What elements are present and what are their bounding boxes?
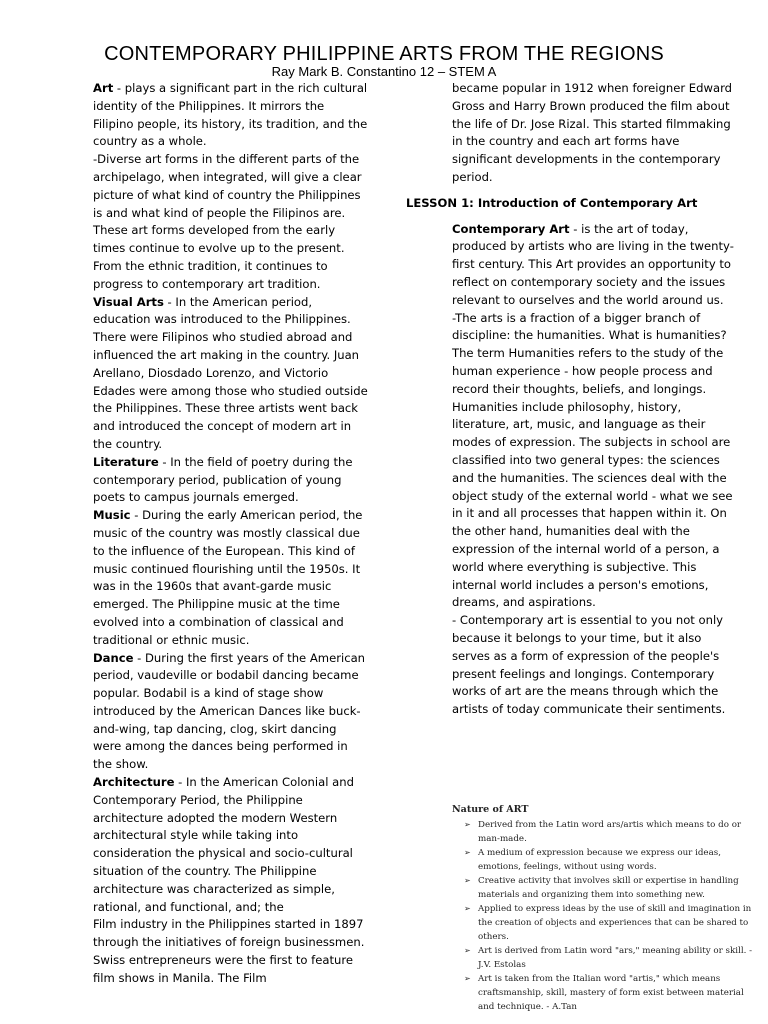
nature-of-art-box (452, 803, 762, 1014)
list-item-visual-arts (68, 294, 368, 454)
list-item-contemporary-art (404, 221, 734, 719)
item-text: - During the early American period, the music of the country was mostly classical due to the influence of the European. This kind of music continued flourishing until the 1950s. It was in the 1960s that avant-garde music emerged. The Philippine music at the time evolved into a combination of classical and traditional or ethnic music. (93, 508, 363, 647)
arrow-bullet-icon: ➢ (464, 946, 471, 955)
document-title: CONTEMPORARY PHILIPPINE ARTS FROM THE REGIONS (104, 43, 664, 65)
nature-item-text: Art is taken from the Italian word "artis," which means craftsmanship, skill, mastery of form exist between material and technique. - A.Tan (478, 974, 744, 1012)
arrow-bullet-icon: ➢ (464, 820, 471, 829)
list-item-film (68, 916, 368, 987)
nature-of-art-title: Nature of ART (452, 804, 529, 815)
film-continuation-text: became popular in 1912 when foreigner Edward Gross and Harry Brown produced the film about the life of Dr. Jose Rizal. This started filmmaking in the country and each art forms have significant developments in the contemporary period. (452, 81, 732, 184)
item-text: - In the American Colonial and Contemporary Period, the Philippine architecture adopted the modern Western architectural style while taking into consideration the physical and socio-cultural situation of the country. The Philippine architecture was characterized as simple, rational, and functional, and; the (93, 775, 354, 914)
nature-list-item (452, 818, 762, 846)
nature-list-item (452, 874, 762, 902)
list-item-music (68, 507, 368, 649)
list-item-art (68, 80, 368, 294)
nature-list-item (452, 902, 762, 944)
right-column (404, 80, 734, 719)
lesson-heading: LESSON 1: Introduction of Contemporary Art (406, 195, 698, 210)
term-label: Contemporary Art (452, 221, 570, 236)
term-label: Literature (93, 454, 159, 469)
nature-item-text: A medium of expression because we express our ideas, emotions, feelings, without using words. (478, 848, 721, 872)
nature-item-text: Derived from the Latin word ars/artis which means to do or man-made. (478, 820, 742, 844)
term-label: Art (93, 81, 114, 95)
list-item-dance (68, 650, 368, 775)
term-label: Dance (93, 650, 134, 665)
nature-list-item (452, 944, 762, 972)
list-item-literature (68, 454, 368, 507)
item-text: Film industry in the Philippines started in 1897 through the initiatives of foreign businessmen. Swiss entrepreneurs were the first to feature film shows in Manila. The Film (93, 917, 365, 985)
nature-list-item (452, 972, 762, 1014)
author-line: Ray Mark B. Constantino 12 – STEM A (271, 64, 497, 79)
term-label: Music (93, 508, 131, 523)
term-label: Architecture (93, 775, 175, 790)
item-text: - In the field of poetry during the contemporary period, publication of young poets to campus journals emerged. (93, 454, 353, 505)
arrow-bullet-icon: ➢ (464, 848, 471, 857)
term-label: Visual Arts (93, 294, 164, 309)
item-text: - plays a significant part in the rich cultural identity of the Philippines. It mirrors the Filipino people, its history, its tradition, and the country as a whole. (93, 81, 368, 149)
item-text: - In the American period, education was introduced to the Philippines. There were Filipinos who studied abroad and influenced the art making in the country. Juan Arellano, Diosdado Lorenzo, and Victorio Edades were among those who studied outside the Philippines. These three artists went back and introduced the concept of modern art in the country. (93, 294, 368, 451)
item-paragraph: - Contemporary art is essential to you not only because it belongs to your time, but it also serves as a form of expression of the people's present feelings and longings. Contemporary works of art are the means through which the artists of today communicate their sentiments. (452, 613, 726, 717)
arrow-bullet-icon: ➢ (464, 876, 471, 885)
nature-item-text: Creative activity that involves skill or expertise in handling materials and organizing them into something new. (478, 876, 739, 900)
item-text: - is the art of today, produced by artists who are living in the twenty-first century. This Art provides an opportunity to reflect on contemporary society and the issues relevant to ourselves and the world around us. (452, 221, 734, 307)
nature-item-text: Applied to express ideas by the use of skill and imagination in the creation of objects and experiences that can be shared to others. (478, 904, 752, 942)
arrow-bullet-icon: ➢ (464, 904, 471, 913)
item-paragraph: -The arts is a fraction of a bigger branch of discipline: the humanities. What is humanities? (452, 310, 727, 343)
list-item-architecture (68, 774, 368, 916)
left-column (68, 80, 368, 988)
item-text: - During the first years of the American period, vaudeville or bodabil dancing became popular. Bodabil is a kind of stage show introduced by the American Dances like buck-and-wing, tap dancing, clog, skirt dancing were among the dances being performed in the show. (93, 650, 366, 772)
item-extra-text: -Diverse art forms in the different parts of the archipelago, when integrated, will give a clear picture of what kind of country the Philippines is and what kind of people the Filipinos are. These art forms developed from the early times continue to evolve up to the present. From the ethnic tradition, it continues to progress to contemporary art tradition. (93, 152, 362, 291)
arrow-bullet-icon: ➢ (464, 974, 471, 983)
item-paragraph: The term Humanities refers to the study of the human experience - how people process and record their thoughts, beliefs, and longings. Humanities include philosophy, history, literature, art, music, and language as their modes of expression. The subjects in school are classified into two general types: the sciences and the humanities. The sciences deal with the object study of the external world - what we see in it and all processes that happen within it. On the other hand, humanities deal with the expression of the internal world of a person, a world where everything is subjective. This internal world includes a person's emotions, dreams, and aspirations. (452, 346, 733, 610)
nature-list-item (452, 846, 762, 874)
nature-item-text: Art is derived from Latin word "ars," meaning ability or skill. -J.V. Estolas (478, 946, 753, 970)
